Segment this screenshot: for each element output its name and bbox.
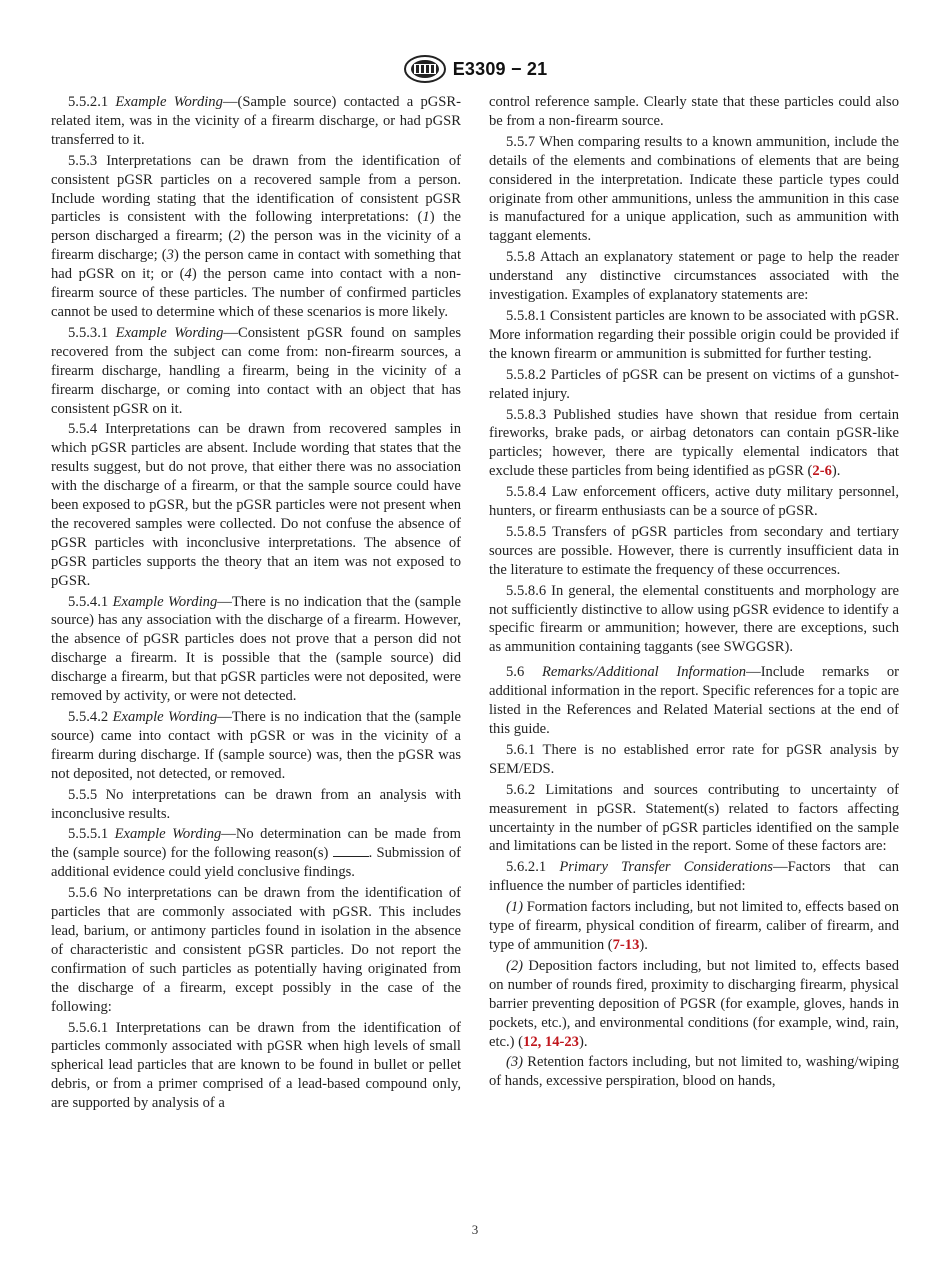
section-5-5-8: 5.5.8 Attach an explanatory statement or page to help the reader understand any distinctive circumstances associated with the investigation. Examples of explanatory statements are: bbox=[489, 249, 899, 304]
reference-link[interactable]: 12, 14-23 bbox=[523, 1033, 579, 1050]
section-5-6-2-1: 5.6.2.1 Primary Transfer Considerations—Factors that can influence the number of particles identified: bbox=[489, 859, 899, 895]
section-5-5-8-5: 5.5.8.5 Transfers of pGSR particles from secondary and tertiary sources are possible. However, there is currently insufficient data in the literature to estimate the frequency of these occurrences. bbox=[489, 523, 899, 578]
blank-line bbox=[333, 844, 369, 857]
section-5-5-4-2: 5.5.4.2 Example Wording—There is no indication that the (sample source) came into contact with pGSR or was in the vicinity of a firearm during discharge. If (sample source) was, then the pGSR was not deposited, not detected, or removed. bbox=[51, 709, 461, 782]
document-id: E3309 − 21 bbox=[452, 58, 548, 79]
astm-logo-icon bbox=[403, 54, 447, 84]
list-item-retention: (3) Retention factors including, but not limited to, washing/wiping of hands, excessive perspiration, blood on hands, bbox=[489, 1054, 899, 1090]
section-5-6-1: 5.6.1 There is no established error rate for pGSR analysis by SEM/EDS. bbox=[489, 741, 899, 777]
page-number: 3 bbox=[471, 1222, 479, 1237]
continued-paragraph: control reference sample. Clearly state that these particles could also be from a non-firearm source. bbox=[489, 94, 899, 129]
page-header bbox=[0, 54, 950, 89]
left-column bbox=[51, 93, 461, 1115]
section-5-5-8-2: 5.5.8.2 Particles of pGSR can be present on victims of a gunshot-related injury. bbox=[489, 366, 899, 402]
section-5-5-8-1: 5.5.8.1 Consistent particles are known to be associated with pGSR. More information regarding their possible origin could be provided if the known firearm or ammunition is submitted for further testing. bbox=[489, 307, 899, 362]
right-column bbox=[489, 93, 899, 1093]
section-5-5-2-1: 5.5.2.1 Example Wording—(Sample source) contacted a pGSR-related item, was in the vicinity of a firearm discharge, or had pGSR transferred to it. bbox=[51, 94, 462, 148]
section-5-5-4: 5.5.4 Interpretations can be drawn from recovered samples in which pGSR particles are absent. Include wording that states that the results suggest, but do not prove, that either there was no association with the discharge of a firearm, or that the sample source could have been exposed to pGSR, but the pGSR particles were not present when the recovered samples were collected. Do not confuse the absence of pGSR particles with inconclusive interpretations. The absence of pGSR particles supports the theory that an item was not exposed to pGSR. bbox=[51, 421, 461, 589]
section-5-6: 5.6 Remarks/Additional Information—Include remarks or additional information in the report. Specific references for a topic are listed in the References and Related Material sections at the end of this guide. bbox=[489, 664, 899, 737]
section-5-5-5-1: 5.5.5.1 Example Wording—No determination can be made from the (sample source) for the following reason(s) . Submission of additional evidence could yield conclusive findings. bbox=[51, 826, 461, 881]
section-5-5-6-1: 5.5.6.1 Interpretations can be drawn from the identification of particles commonly associated with pGSR when high levels of small spherical lead particles that are known to be found in bullet or pellet debris, or from a primer comprised of a lead-based compound only, are supported by analysis of a bbox=[51, 1019, 461, 1112]
section-5-5-8-6: 5.5.8.6 In general, the elemental constituents and morphology are not sufficiently distinctive to allow using pGSR evidence to identify a specific firearm or ammunition; however, there are exceptions, such as ammunition containing taggants (see SWGGSR). bbox=[489, 582, 899, 656]
section-5-5-5: 5.5.5 No interpretations can be drawn from an analysis with inconclusive results. bbox=[51, 786, 461, 822]
list-item-formation: (1) Formation factors including, but not limited to, effects based on type of firearm, physical condition of firearm, caliber of firearm, and type of ammunition (7-13). bbox=[489, 899, 899, 953]
section-5-5-6: 5.5.6 No interpretations can be drawn from the identification of particles that are commonly associated with pGSR. This includes lead, barium, or antimony particles found in isolation in the absence of characteristic and consistent pGSR particles. Do not report the confirmation of such particles as potentially having originated from the discharge of a firearm, except possibly in the case of the following: bbox=[51, 885, 461, 1015]
list-item-deposition: (2) Deposition factors including, but not limited to, effects based on number of rounds fired, proximity to discharging firearm, physical barrier preventing deposition of PGSR (for example, gloves, hands in pockets, etc.), and environmental conditions (for example, wind, rain, etc.) (12, 14-23). bbox=[489, 957, 899, 1050]
section-5-5-4-1: 5.5.4.1 Example Wording—There is no indication that the (sample source) has any association with the discharge of a firearm. However, the absence of pGSR particles does not prove that a person did not discharge a firearm. It is possible that the (sample source) did discharge a firearm, but that pGSR particles were not deposited, were removed by activity, or were not detected. bbox=[51, 593, 461, 705]
section-5-5-3: 5.5.3 Interpretations can be drawn from the identification of consistent pGSR particles on a recovered sample from a person. Include wording stating that the identification of consistent pGSR particles is consistent with the following interpretations: (1) the person discharged a firearm; (2) the person was in the vicinity of a firearm discharge; (3) the person came in contact with something that had pGSR on it; or (4) the person came into contact with a non-firearm source of these particles. The number of confirmed particles cannot be used to determine which of these scenarios is more likely. bbox=[51, 152, 462, 320]
reference-link[interactable]: 7-13 bbox=[612, 936, 640, 953]
section-5-6-2: 5.6.2 Limitations and sources contributing to uncertainty of measurement in pGSR. Statement(s) related to factors affecting uncertainty in the number of pGSR particles identified on the sample and limitations can be listed in the report. Some of these factors are: bbox=[489, 781, 899, 855]
reference-link[interactable]: 2-6 bbox=[812, 463, 832, 480]
section-5-5-7: 5.5.7 When comparing results to a known ammunition, include the details of the elements and combinations of elements that are being considered in the interpretation. Indicate these particle types could originate from other ammunitions, unless the ammunition in this case is manufactured for a unique application, such as ammunition with taggant elements. bbox=[489, 133, 899, 245]
section-5-5-8-4: 5.5.8.4 Law enforcement officers, active duty military personnel, hunters, or firearm enthusiasts can be a source of pGSR. bbox=[489, 484, 899, 520]
section-5-5-8-3: 5.5.8.3 Published studies have shown that residue from certain fireworks, brake pads, or airbag detonators can contain pGSR-like particles; however, there are typically elemental indicators that exclude these particles from being identified as pGSR (2-6). bbox=[489, 406, 899, 480]
section-5-5-3-1: 5.5.3.1 Example Wording—Consistent pGSR found on samples recovered from the subject can come from: non-firearm sources, a firearm discharge, handling a firearm, being in the vicinity of a firearm discharge, or coming into contact with an object that has consistent pGSR on it. bbox=[51, 324, 462, 417]
